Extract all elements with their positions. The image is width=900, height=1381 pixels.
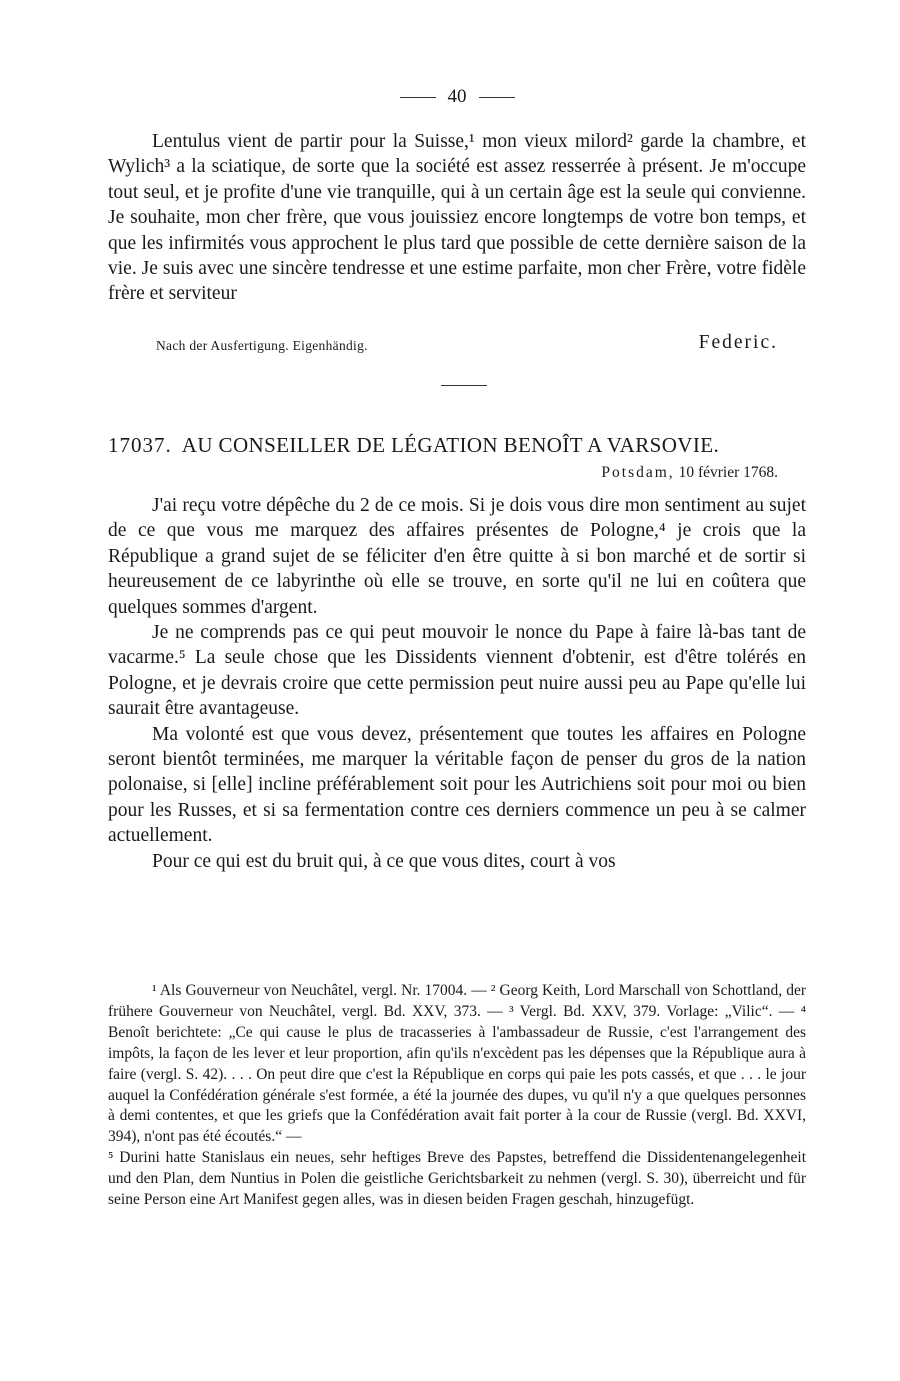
- closing-line: [108, 332, 806, 358]
- footnote: ¹ Als Gouverneur von Neuchâtel, vergl. Nr. 17004. — ² Georg Keith, Lord Marschall von Schottland, der frühere Gouverneur von Neuchâtel, vergl. Bd. XXV, 373. — ³ Vergl. Bd. XXV, 379. Vorlage: „Vilic“. — ⁴ Benoît berichtete: „Ce qui cause le plus de tracasseries à l'ambassadeur de Russie, c'est l'arrangement des impôts, la façon de les lever et leur proportion, afin qu'ils n'excèdent pas les dépenses que la République aura à faire (vergl. S. 42). . . . On peut dire que c'est la République en corps qui paie les pots cassés, et que . . . le jour auquel la Confédération générale s'est formée, a été la journée des dupes, vu qu'il n'y a que quelques personnes à demi contentes, et que les griefs que la Confédération avait fait porter à la cour de Russie (vergl. Bd. XXVI, 394), n'ont pas été écoutés.“ —: [108, 982, 806, 1146]
- body-paragraph: J'ai reçu votre dépêche du 2 de ce mois. Si je dois vous dire mon sentiment au sujet de ce que vous me marquez des affaires présentes de Pologne,⁴ je crois que la République a grand sujet de se féliciter d'en être quitte à si bon marché et de sortir si heureusement de ce labyrinthe où elle se trouve, en sorte qu'il ne lui en coûtera que quelques sommes d'argent.: [108, 495, 806, 618]
- letter-title: AU CONSEILLER DE LÉGATION BENOÎT A VARSOVIE.: [181, 433, 720, 457]
- page-number: 40: [447, 86, 467, 107]
- page-number-dash-left: [400, 97, 436, 98]
- letter-number: 17037.: [108, 433, 172, 457]
- section-separator: [441, 385, 487, 386]
- page-number-dash-right: [479, 97, 515, 98]
- letter-date: 10 février 1768.: [678, 464, 778, 481]
- page-number-row: [108, 86, 806, 108]
- opening-paragraph: Lentulus vient de partir pour la Suisse,¹ mon vieux milord² garde la chambre, et Wylich³ a la sciatique, de sorte que la société est assez resserrée à présent. Je m'occupe tout seul, et je profite d'une vie tranquille, qui à un certain âge est la seule qui convienne. Je souhaite, mon cher frère, que vous jouissiez encore longtemps de votre bon temps, et que les infirmités vous approchent le plus tard que possible de cette dernière saison de la vie. Je suis avec une sincère tendresse et une estime parfaite, mon cher Frère, votre fidèle frère et serviteur: [108, 131, 806, 305]
- body-paragraph: Pour ce qui est du bruit qui, à ce que vous dites, court à vos: [152, 850, 616, 872]
- letter-body: [108, 493, 806, 874]
- signature: Federic.: [698, 332, 778, 353]
- letter-heading: [108, 433, 806, 458]
- footnotes: [108, 981, 806, 1211]
- source-note: Nach der Ausfertigung. Eigenhändig.: [156, 338, 368, 353]
- footnote: ⁵ Durini hatte Stanislaus ein neues, sehr heftiges Breve des Papstes, betreffend die Dissidentenangelegenheit und den Plan, dem Nuntius in Polen die geistliche Gerichtsbarkeit zu nehmen (vergl. S. 30), überreicht und für seine Person eine Art Manifest gegen alles, was in diesen beiden Fragen geschah, hinzugefügt.: [108, 1149, 806, 1209]
- body-paragraph: Je ne comprends pas ce qui peut mouvoir le nonce du Pape à faire là-bas tant de vacarme.⁵ La seule chose que les Dissidents viennent d'obtenir, est d'être tolérés en Pologne, et je devrais croire que cette permission peut nuire aussi peu au Pape qu'elle lui saurait être avantageuse.: [108, 622, 806, 720]
- body-paragraph: Ma volonté est que vous devez, présentement que toutes les affaires en Pologne seront bientôt terminées, me marquer la véritable façon de penser du gros de la nation polonaise, si [elle] incline préférablement soit pour les Autrichiens soit pour moi ou bien pour les Russes, et si sa fermentation contre ces derniers commence un peu à se calmer actuellement.: [108, 723, 806, 847]
- dateline: [601, 464, 778, 482]
- letter-place: Potsdam,: [601, 464, 675, 481]
